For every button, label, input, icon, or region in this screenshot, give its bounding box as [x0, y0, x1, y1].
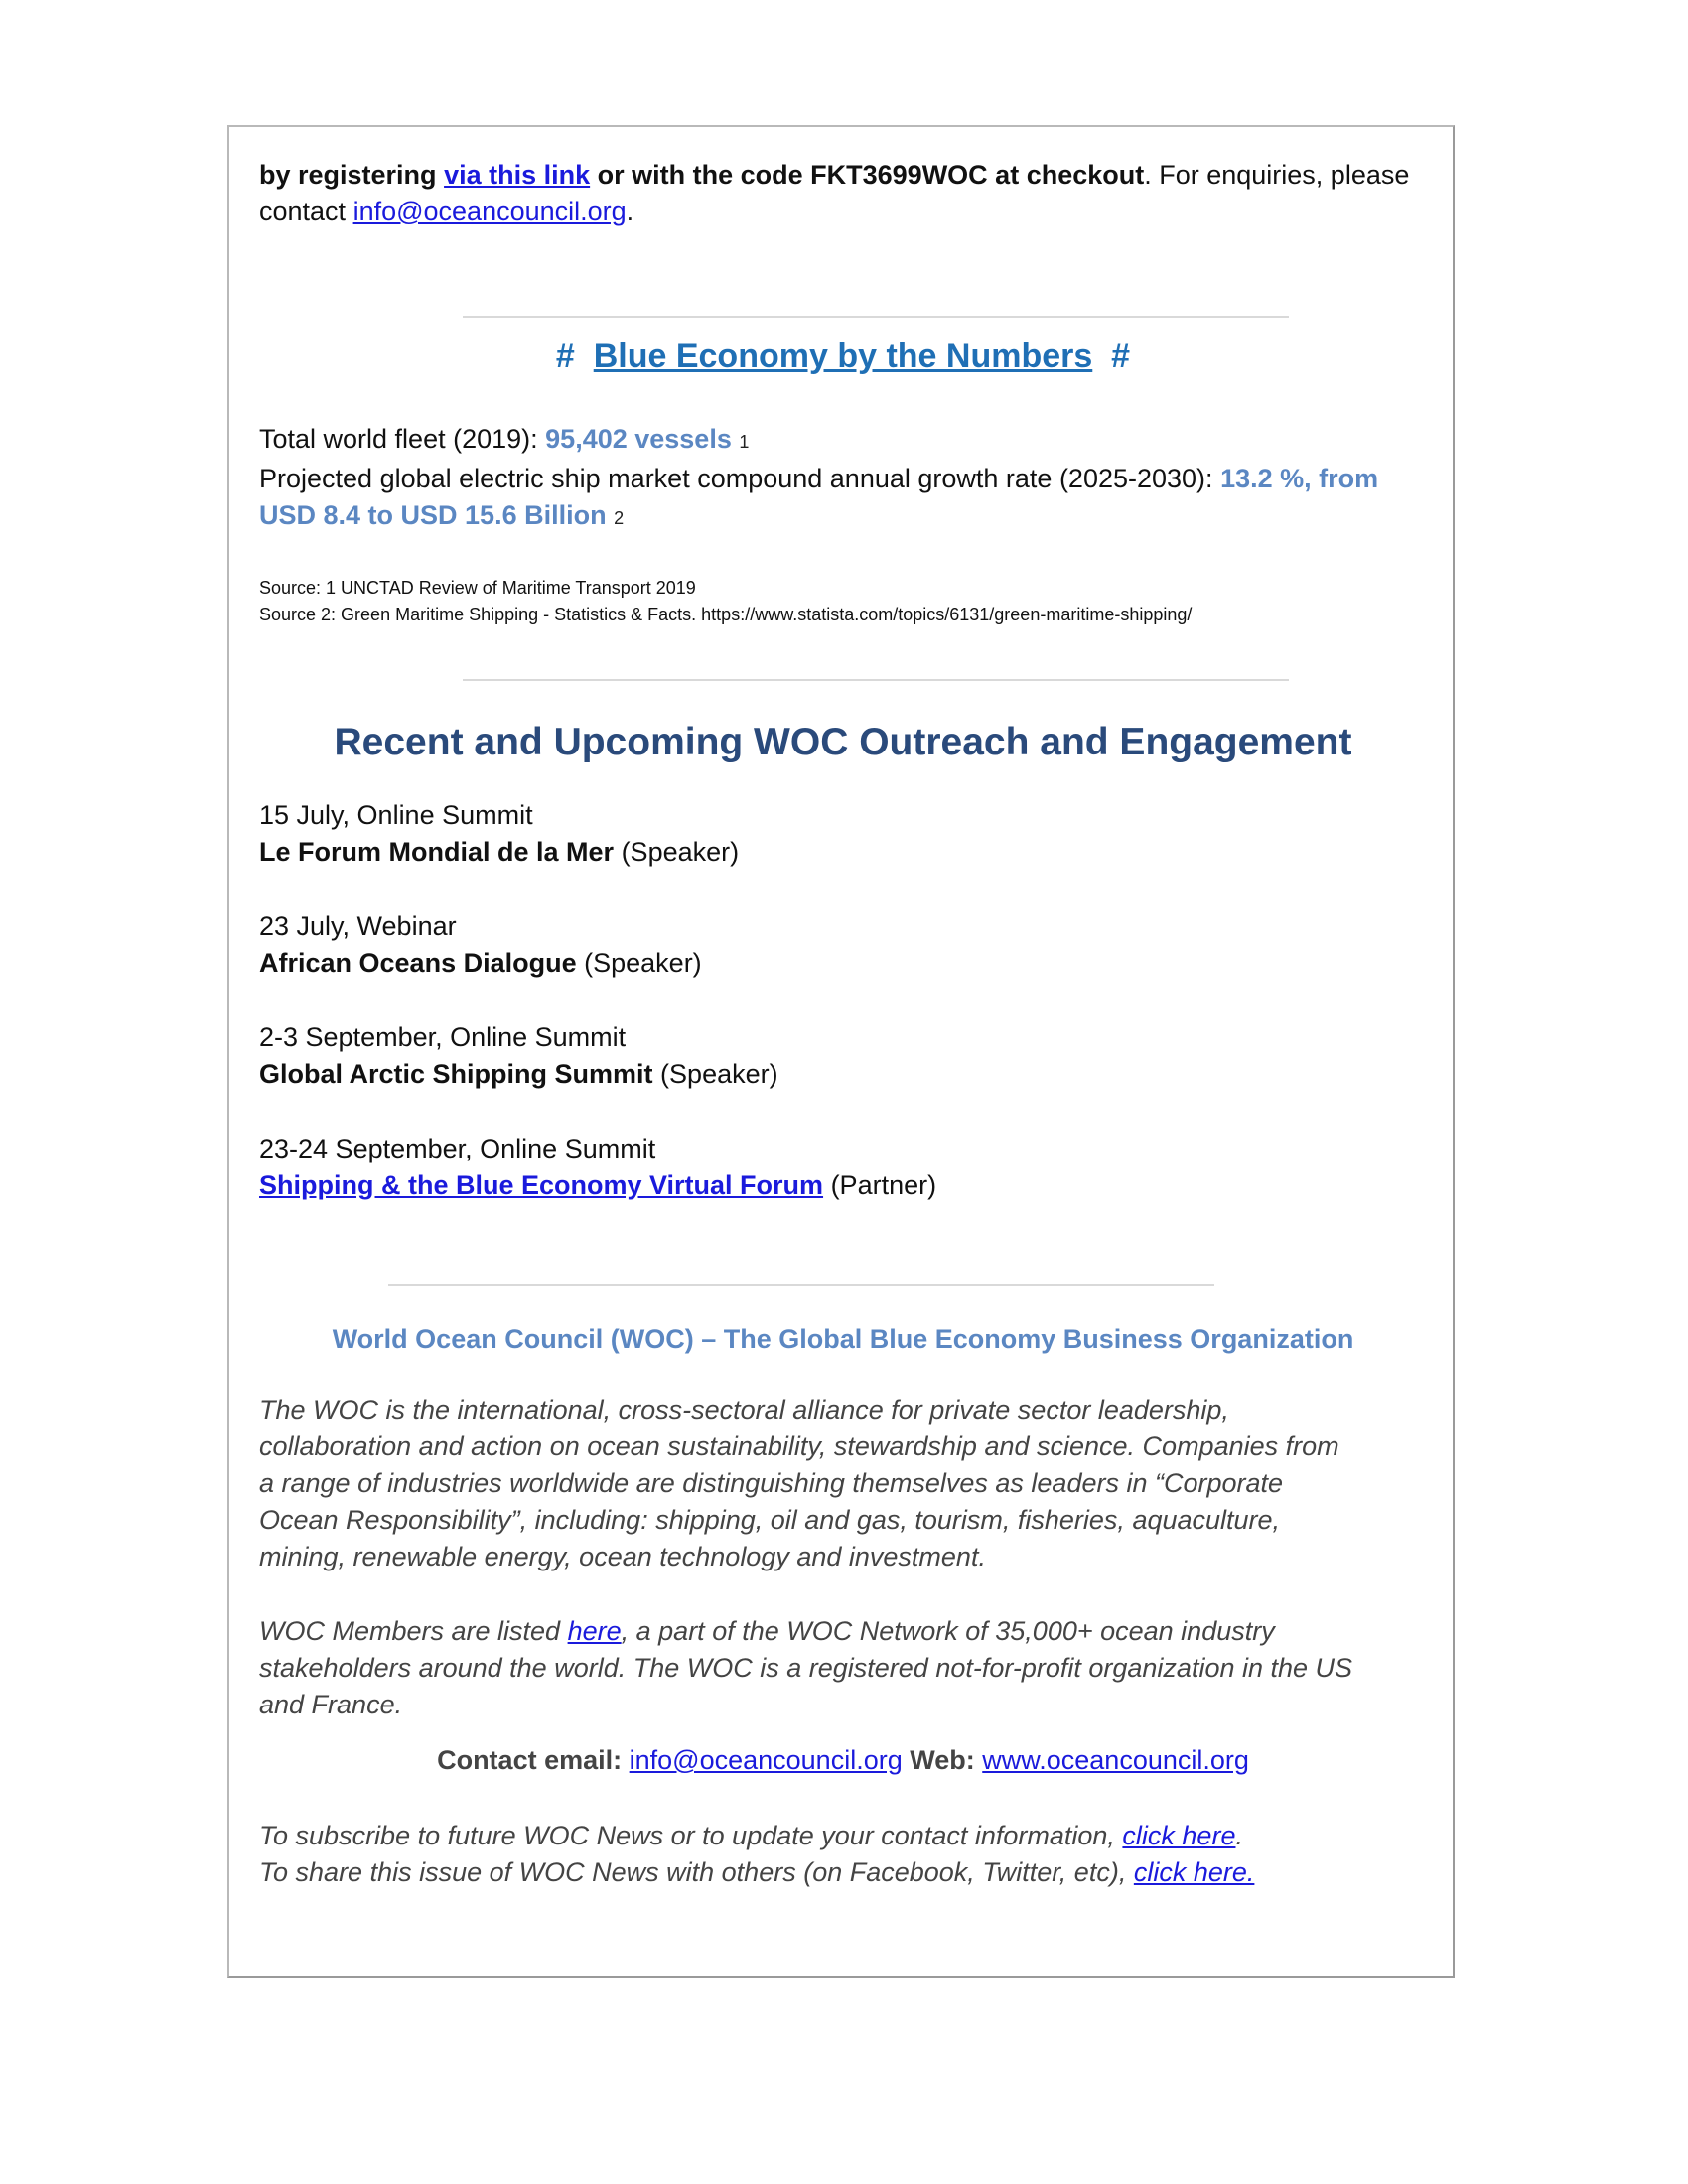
numbers-title[interactable]: Blue Economy by the Numbers	[593, 338, 1093, 375]
intro-bold-suffix: or with the code FKT3699WOC at checkout	[597, 160, 1145, 190]
stat1-ref: 1	[739, 432, 750, 452]
members-suffix: , a part of the WOC Network of 35,000+ ocean industry stakeholders around the world. The WOC is a registered not-for-profit organization in the US and France.	[259, 1616, 1353, 1719]
subscribe-link[interactable]: click here	[1122, 1821, 1236, 1850]
stat2-value-a: 13.2 %, from	[1220, 464, 1379, 493]
subscribe-end: .	[1235, 1821, 1243, 1850]
divider-2	[463, 679, 1289, 681]
intro-rest: . For enquiries, please	[1144, 160, 1410, 190]
event-name: African Oceans Dialogue	[259, 948, 577, 978]
event-date: 23-24 September, Online Summit	[259, 1134, 656, 1163]
contact-email-link[interactable]: info@oceancouncil.org	[629, 1745, 903, 1775]
sources	[259, 575, 1427, 628]
about-paragraph: The WOC is the international, cross-sectoral alliance for private sector leadership, collaboration and action on ocean sustainability, stewardship and science. Companies from a range of industries worldwide are distinguishing themselves as leaders in “Corporate Ocean Responsibility”, including: shipping, oil and gas, tourism, fisheries, aquaculture, mining, renewable energy, ocean technology and investment.	[259, 1395, 1339, 1571]
stat2-value-b: USD 8.4 to USD 15.6 Billion	[259, 500, 607, 530]
divider-1	[463, 316, 1289, 318]
members-prefix: WOC Members are listed	[259, 1616, 561, 1646]
share-link[interactable]: click here.	[1133, 1857, 1255, 1887]
numbers-heading	[259, 338, 1427, 376]
event-date: 2-3 September, Online Summit	[259, 1023, 627, 1052]
outreach-heading: Recent and Upcoming WOC Outreach and Engagement	[334, 721, 1352, 763]
intro-email-link[interactable]: info@oceancouncil.org	[352, 197, 627, 226]
members-here-link[interactable]: here	[567, 1616, 622, 1646]
subscribe-block	[259, 1818, 1427, 1891]
registration-link[interactable]: via this link	[444, 160, 591, 190]
stat2-label: Projected global electric ship market compound annual growth rate (2025-2030):	[259, 464, 1213, 493]
contact-line	[259, 1745, 1427, 1776]
event-name: Le Forum Mondial de la Mer	[259, 837, 615, 867]
intro-paragraph	[259, 157, 1427, 230]
hash-left: #	[555, 338, 575, 375]
stat1-value: 95,402 vessels	[545, 424, 732, 454]
event-role: (Speaker)	[584, 948, 702, 978]
intro-period: .	[626, 197, 634, 226]
event-role: (Partner)	[830, 1170, 937, 1200]
stat1-label: Total world fleet (2019):	[259, 424, 538, 454]
stat2-ref: 2	[614, 508, 625, 528]
event-role: (Speaker)	[621, 837, 740, 867]
subscribe-text: To subscribe to future WOC News or to update your contact information,	[259, 1821, 1115, 1850]
event-date: 15 July, Online Summit	[259, 800, 533, 830]
event-role: (Speaker)	[660, 1059, 778, 1089]
event-forum-link[interactable]: Shipping & the Blue Economy Virtual Forum	[259, 1170, 824, 1200]
event-item	[259, 1020, 778, 1093]
numbers-stats	[259, 421, 1427, 537]
event-name: Global Arctic Shipping Summit	[259, 1059, 653, 1089]
source-1: Source: 1 UNCTAD Review of Maritime Transport 2019	[259, 578, 696, 598]
org-title: World Ocean Council (WOC) – The Global Blue Economy Business Organization	[332, 1324, 1354, 1354]
event-item	[259, 797, 739, 871]
hash-right: #	[1111, 338, 1131, 375]
event-date: 23 July, Webinar	[259, 911, 457, 941]
contact-label: Contact email:	[437, 1745, 623, 1775]
share-text: To share this issue of WOC News with others (on Facebook, Twitter, etc),	[259, 1857, 1127, 1887]
intro-contact-prefix: contact	[259, 197, 347, 226]
website-link[interactable]: www.oceancouncil.org	[982, 1745, 1249, 1775]
web-label: Web:	[910, 1745, 975, 1775]
divider-3	[388, 1284, 1214, 1286]
members-paragraph	[259, 1613, 1361, 1723]
event-item	[259, 908, 702, 982]
intro-bold-prefix: by registering	[259, 160, 437, 190]
event-item	[259, 1131, 936, 1204]
source-2: Source 2: Green Maritime Shipping - Statistics & Facts. https://www.statista.com/topics/6131/green-maritime-shipping/	[259, 605, 1193, 624]
newsletter-frame	[227, 125, 1455, 1978]
